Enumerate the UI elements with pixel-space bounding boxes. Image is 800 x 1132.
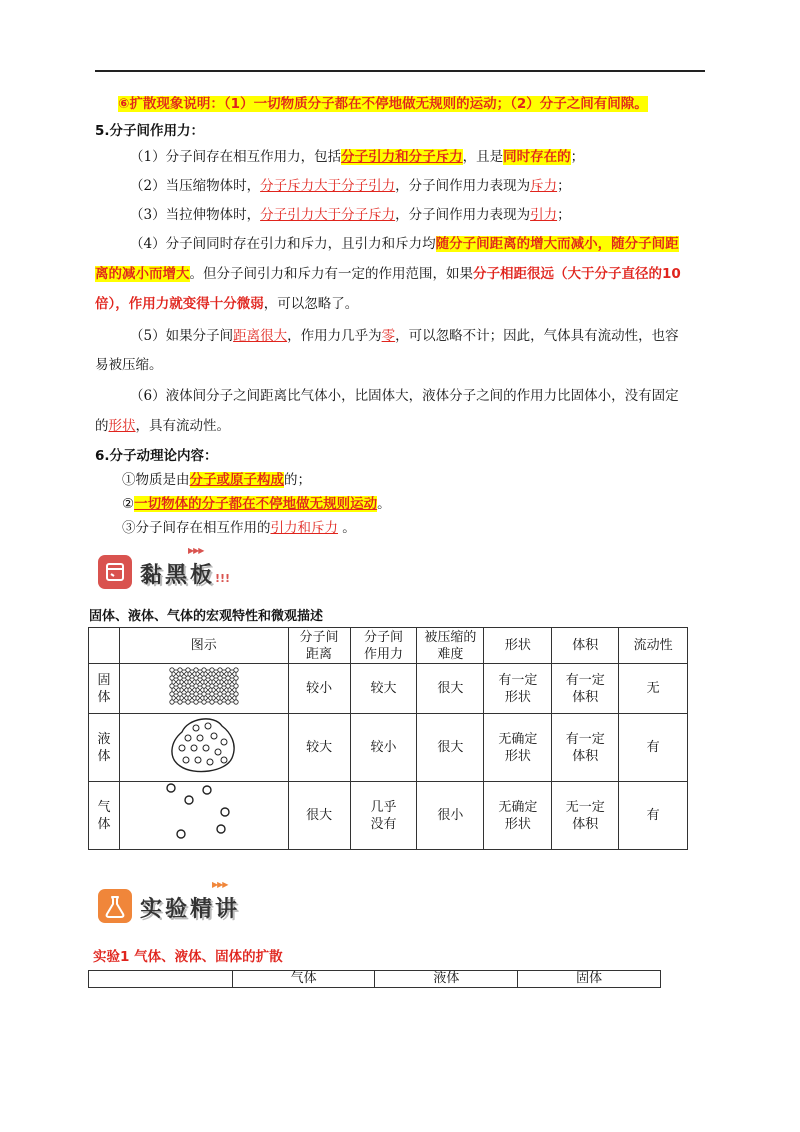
- experiment-arrows-icon: ▶▶▶: [212, 880, 228, 889]
- gas-diagram: [119, 782, 288, 850]
- table-cell: 无一定体积: [552, 782, 619, 850]
- s6-item-3: ③分子间存在相互作用的引力和斥力 。: [122, 520, 356, 536]
- blackboard-badge: [98, 555, 132, 589]
- table-header-row: [89, 971, 661, 988]
- flask-icon: [98, 889, 132, 923]
- states-table: [88, 627, 688, 850]
- header-cell: [89, 628, 120, 664]
- solid-lattice-icon: [164, 664, 244, 708]
- table-cell: 几乎没有: [350, 782, 417, 850]
- table-cell: 有一定体积: [552, 664, 619, 714]
- header-cell: 体积: [552, 628, 619, 664]
- section-5-heading: 5.分子间作用力：: [95, 123, 205, 139]
- state-cell: 液体: [89, 714, 120, 782]
- s5-p3: （3）当拉伸物体时，分子引力大于分子斥力，分子间作用力表现为引力；: [130, 207, 571, 223]
- s6-item-1: ①物质是由分子或原子构成的；: [122, 472, 311, 488]
- s5-p6-line1: （6）液体间分子之间距离比气体小，比固体大，液体分子之间的作用力比固体小，没有固定: [130, 388, 679, 404]
- solid-diagram: [119, 664, 288, 714]
- s5-p4-line3: 倍），作用力就变得十分微弱，可以忽略了。: [95, 296, 359, 312]
- table-row: [89, 664, 688, 714]
- table-cell: 较小: [350, 714, 417, 782]
- section-6-heading: 6.分子动理论内容：: [95, 448, 218, 464]
- table-cell: 无确定形状: [484, 714, 552, 782]
- header-cell: 固体: [518, 971, 661, 988]
- blackboard-title: 黏黑板!!!: [140, 563, 231, 588]
- diffusion-text: ⑥扩散现象说明：（1）一切物质分子都在不停地做无规则的运动；（2）分子之间有间隙。: [118, 96, 648, 112]
- table-cell: 较小: [288, 664, 350, 714]
- s6-item-2: ②一切物体的分子都在不停地做无规则运动。: [122, 496, 391, 512]
- diffusion-table: [88, 970, 661, 988]
- blackboard-arrows-icon: ▶▶▶: [188, 546, 204, 555]
- experiment-1-heading: 实验1 气体、液体、固体的扩散: [93, 949, 283, 965]
- table-cell: 较大: [350, 664, 417, 714]
- header-cell: 气体: [232, 971, 375, 988]
- header-cell: 分子间作用力: [350, 628, 417, 664]
- s5-p6-line2: 的形状，具有流动性。: [95, 418, 230, 434]
- s5-p5-line1: （5）如果分子间距离很大，作用力几乎为零，可以忽略不计；因此，气体具有流动性，也容: [130, 328, 679, 344]
- header-cell: 分子间距离: [288, 628, 350, 664]
- liquid-molecules-icon: [164, 714, 244, 776]
- table-cell: 很大: [417, 714, 484, 782]
- experiment-title: 实验精讲: [140, 897, 241, 922]
- table-cell: 有一定体积: [552, 714, 619, 782]
- header-cell: 液体: [375, 971, 518, 988]
- gas-molecules-icon: [159, 782, 249, 844]
- table-row: [89, 714, 688, 782]
- table-cell: 很大: [288, 782, 350, 850]
- s5-p1: （1）分子间存在相互作用力，包括分子引力和分子斥力，且是同时存在的；: [130, 149, 585, 165]
- state-cell: 气体: [89, 782, 120, 850]
- table-cell: 无确定形状: [484, 782, 552, 850]
- s5-p2: （2）当压缩物体时，分子斥力大于分子引力，分子间作用力表现为斥力；: [130, 178, 571, 194]
- s5-p4-line1: （4）分子间同时存在引力和斥力，且引力和斥力均随分子间距离的增大而减小，随分子间距: [130, 236, 679, 252]
- header-cell: 形状: [484, 628, 552, 664]
- table-caption: 固体、液体、气体的宏观特性和微观描述: [89, 609, 324, 624]
- s5-p4-line2: 离的减小而增大。但分子间引力和斥力有一定的作用范围，如果分子相距很远（大于分子直径的10: [95, 266, 681, 282]
- header-cell: 图示: [119, 628, 288, 664]
- table-row: [89, 782, 688, 850]
- table-cell: 较大: [288, 714, 350, 782]
- experiment-badge: [98, 889, 132, 923]
- header-rule: [95, 70, 705, 72]
- header-cell: [89, 971, 233, 988]
- state-cell: 固体: [89, 664, 120, 714]
- table-cell: 有: [619, 714, 688, 782]
- table-cell: 有一定形状: [484, 664, 552, 714]
- header-cell: 被压缩的难度: [417, 628, 484, 664]
- table-cell: 有: [619, 782, 688, 850]
- table-cell: 很大: [417, 664, 484, 714]
- table-cell: 很小: [417, 782, 484, 850]
- liquid-diagram: [119, 714, 288, 782]
- diffusion-explanation: [118, 89, 730, 119]
- header-cell: 流动性: [619, 628, 688, 664]
- s5-p5-line2: 易被压缩。: [95, 357, 163, 373]
- table-cell: 无: [619, 664, 688, 714]
- table-header-row: [89, 628, 688, 664]
- calendar-icon: [98, 555, 132, 589]
